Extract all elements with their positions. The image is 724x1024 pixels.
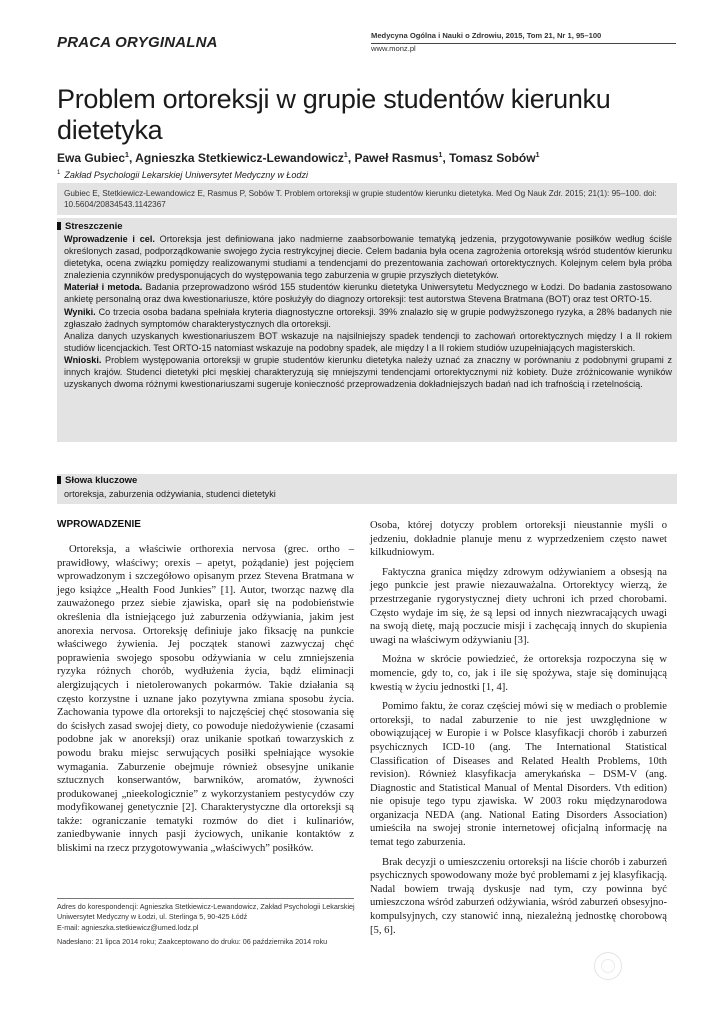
author-sup: 1 bbox=[535, 152, 540, 159]
right-column bbox=[370, 519, 667, 943]
abstract-results-label: Wyniki. bbox=[64, 306, 96, 317]
heading-marker bbox=[57, 476, 61, 484]
author-sup: 1 bbox=[125, 152, 129, 159]
journal-url[interactable]: www.monz.pl bbox=[371, 44, 416, 53]
author: Agnieszka Stetkiewicz-Lewandowicz bbox=[135, 151, 344, 165]
author-list: Ewa Gubiec$^1$, Agnieszka Stetkiewicz-Lewandowicz$^1$, Paweł Rasmus$^1$, Tomasz Sobów$^1$ bbox=[57, 151, 540, 165]
correspondence-email[interactable]: E-mail: agnieszka.stetkiewicz@umed.lodz.pl bbox=[57, 922, 199, 932]
abstract-results-2: Analiza danych uzyskanych kwestionariuszem BOT wskazuje na najsilniejszy spadek tendencji to zachowań ortorektycznych między I a II rokiem studiów licencjackich. Test ORTO-15 natomiast wskazuje na podobny spadek, ale między I a II rokiem studiów uzupełniających magisterskich. bbox=[64, 330, 672, 353]
body-paragraph: Faktyczna granica między zdrowym odżywianiem a obsesją na jego punkcie jest prawie niezauważalna. Ortorektycy wierzą, że przestrzeganie rygorystycznej diety uchroni ich przed chorobami. Często wydaje im się, że są lepsi od innych niezwracających uwagi na swoją dietę, mają poczucie misji i zachęcają innych do skupienia uwagi na właściwym odżywianiu [3]. bbox=[370, 566, 667, 646]
left-column bbox=[57, 519, 354, 856]
abstract-intro-label: Wprowadzenie i cel. bbox=[64, 234, 155, 244]
abstract-body bbox=[64, 233, 672, 390]
citation-box bbox=[57, 183, 677, 215]
abstract-conclusions-label: Wnioski. bbox=[64, 354, 102, 365]
body-paragraph: Brak decyzji o umieszczeniu ortoreksji na liście chorób i zaburzeń psychicznych spowodowany może być problemami z jej klasyfikacją. Nadal bowiem trwają dyskusje nad tym, czy powinna być umieszczona wśród zaburzeń odżywiania, wśród zaburzeń obsesyjno-kompulsyjnych, czy stanowić inną, niezależną jednostkę chorobową [5, 6]. bbox=[370, 856, 667, 936]
abstract-results: Co trzecia osoba badana spełniała kryteria diagnostyczne ortoreksji. 39% znalazło się w grupie podwyższonego ryzyka, a 28% badanych nie zgłaszało żadnych symptomów charakterystycznych dla ortoreksji. bbox=[64, 306, 673, 329]
affiliation-sup: 1 bbox=[57, 170, 61, 176]
keywords-heading: Słowa kluczowe bbox=[57, 475, 137, 486]
author: Ewa Gubiec bbox=[57, 151, 126, 165]
correspondence-address: Adres do korespondencji: Agnieszka Stetkiewicz-Lewandowicz, Zakład Psychologii Lekarskiej Uniwersytet Medyczny w Łodzi, ul. Sterlinga 5, 90-425 Łódź bbox=[57, 902, 355, 922]
journal-citation: Medycyna Ogólna i Nauki o Zdrowiu, 2015, Tom 21, Nr 1, 95–100 bbox=[371, 31, 602, 40]
abstract-heading: Streszczenie bbox=[57, 221, 123, 232]
author: Tomasz Sobów bbox=[449, 151, 536, 165]
author-sup: 1 bbox=[343, 152, 348, 159]
body-paragraph: Ortoreksja, a właściwie orthorexia nervosa (grec. ortho – prawidłowy, właściwy; orexis – apetyt, pożądanie) jest pojęciem wprowadzonym i szczegółowo opisanym przez Stevena Bratmana w jego książce „Health Food Junkies” [1]. Autor, tworząc nazwę dla zauważonego przez siebie zjawiska, oparł się na podobieństwie określenia dla istniejącego już zaburzenia odżywiania, jakim jest anorexia nervosa. Ortoreksję definiuje jako fiksację na punkcie właściwego żywienia. Jej początek stanowi zazwyczaj chęć poprawienia swojego sposobu odżywiania w celu zmniejszenia ryzyka różnych chorób, wydłużenia życia, bądź eliminacji alergizujących i nietolerowanych pokarmów. Takie działania są często korzystne i uznane jako pozytywna zmiana sposobu życia. Zachowania typowe dla ortoreksji to najczęściej chęć stosowania się do ścisłych zasad swojej diety, co powoduje niedożywienie (czasami podobne jak w anoreksji) oraz unikanie spotkań towarzyskich z powodu braku miejsc serwujących posiłki spełniające wysokie wymagania. Zaburzenie obejmuje również obsesyjne unikanie sztucznych konserwantów, barwników, aromatów, żywności produkowanej „nieekologicznie” z wykorzystaniem pestycydów czy modyfikowanej genetycznie [2]. Charakterystyczne dla ortoreksji są także: ograniczanie tematyki rozmów do diet i kulinariów, zaniedbywanie innych pasji życiowych, unikanie kontaktów z bliskimi na rzecz przygotowywania „właściwych” posiłków. bbox=[57, 544, 354, 855]
section-heading: WPROWADZENIE bbox=[57, 519, 141, 530]
affiliation-text: Zakład Psychologii Lekarskiej Uniwersytet Medyczny w Łodzi bbox=[64, 170, 308, 180]
abstract-conclusions: Problem występowania ortoreksji w grupie studentów kierunku dietetyka należy uznać za znaczny w porównaniu z podobnymi grupami z innych krajów. Studenci dietetyki płci męskiej charakteryzują się mniejszymi tendencjami ortorektycznymi niż kobiety. Duże zróżnicowanie wyników uzyskanych dwoma różnymi kwestionariuszami sugeruje konieczność przeprowadzenia dokładniejszych badań nad ich trafnością i rzetelnością. bbox=[64, 354, 672, 390]
author: Paweł Rasmus bbox=[354, 151, 439, 165]
heading-marker bbox=[57, 222, 61, 230]
affiliation bbox=[57, 170, 308, 180]
header-rule bbox=[371, 43, 676, 44]
citation-text: Gubiec E, Stetkiewicz-Lewandowicz E, Rasmus P, Sobów T. Problem ortoreksji w grupie studentów kierunku dietetyka. Med Og Nauk Zdr. 2015; 21(1): 95–100. doi: 10.5604/20834543.1142367 bbox=[64, 189, 657, 209]
submission-dates: Nadesłano: 21 lipca 2014 roku; Zaakceptowano do druku: 06 października 2014 roku bbox=[57, 937, 328, 946]
correspondence-note bbox=[57, 902, 357, 933]
author-sup: 1 bbox=[438, 152, 443, 159]
body-paragraph: Osoba, której dotyczy problem ortoreksji nieustannie myśli o jedzeniu, dokładnie planuje menu z wyprzedzeniem często nawet kilkudniowym. bbox=[370, 520, 667, 559]
abstract-methods-label: Materiał i metoda. bbox=[64, 282, 143, 293]
abstract-intro: Ortoreksja jest definiowana jako nadmierne zaabsorbowanie tematyką jedzenia, przygotowywanie posiłków według ściśle określonych zasad, podporządkowanie swojego życia restrykcyjnej diecie. Celem badania była ocena zagrożenia ortoreksją wśród studentów kierunku dietetyka, ocena związku pomiędzy realizowanymi studiami a tendencjami do prezentowania zachowań ortorektycznych. Kolejnym celem była próba znalezienia czynników predysponujących do występowania tego zaburzenia w grupie przyszłych dietetyków. bbox=[64, 234, 672, 281]
abstract-methods: Badania przeprowadzono wśród 155 studentów kierunku dietetyka Uniwersytetu Medycznego w Łodzi. Do badania zastosowano ankietę personalną oraz dwa kwestionariusze, które posłużyły do diagnozy ortoreksji: test autorstwa Stevena Bratmana (BOT) oraz test ORTO-15. bbox=[64, 282, 672, 305]
body-paragraph: Pomimo faktu, że coraz częściej mówi się w mediach o problemie ortoreksji, to nadal zaburzenie to nie jest uwzględnione w obowiązującej w Europie i w Polsce klasyfikacji chorób i zaburzeń psychicznych ICD-10 (ang. The International Statistical Classification of Diseases and Related Health Problems, 10th revision). Również klasyfikacja amerykańska – DSM-V (ang. Diagnostic and Statistical Manual of Mental Disorders. Vth edition) nie opisuje tego typu zjawiska. W 2003 roku międzynarodowa organizacja NEDA (ang. National Eating Disorders Association) umieściła na swojej stronie internetowej oficjalną informację na temat tego zaburzenia. bbox=[370, 701, 667, 849]
watermark-logo-icon bbox=[594, 952, 622, 980]
keywords-text: ortoreksja, zaburzenia odżywiania, studenci dietetyki bbox=[64, 489, 276, 499]
article-title: Problem ortoreksji w grupie studentów kierunku dietetyka bbox=[57, 84, 611, 145]
footnote-rule bbox=[57, 898, 354, 899]
body-paragraph: Można w skrócie powiedzieć, że ortoreksja rozpoczyna się w momencie, gdy to, co, jak i ile się spożywa, staje się dominującą kwestią w życiu jednostki [1, 4]. bbox=[370, 654, 667, 693]
section-label: PRACA ORYGINALNA bbox=[57, 34, 218, 51]
